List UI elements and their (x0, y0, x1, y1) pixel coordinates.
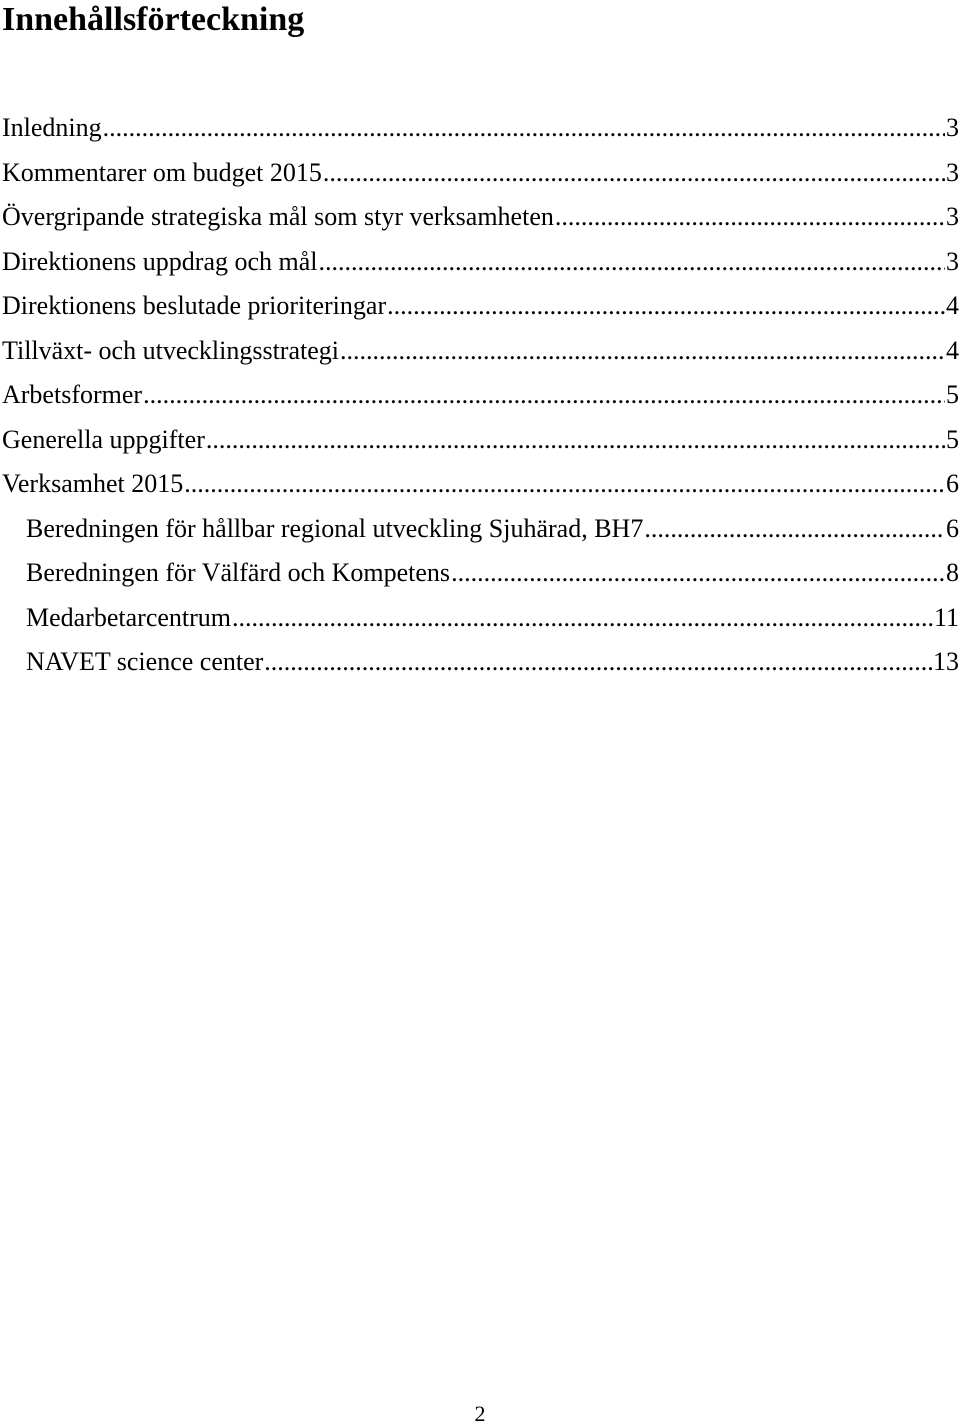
dot-leader (184, 462, 945, 506)
toc-entry-text: Tillväxt- och utvecklingsstrategi (2, 335, 339, 365)
toc-entry-text: Beredningen för hållbar regional utveckling Sjuhärad, BH7 (26, 513, 644, 543)
toc-entry-text: Direktionens beslutade prioriteringar (2, 291, 387, 320)
toc-entry-text: Verksamhet 2015 (2, 469, 184, 498)
dot-leader (232, 596, 933, 640)
dot-leader (340, 329, 945, 373)
toc-entry-text: NAVET science center (26, 647, 264, 676)
toc-entry-page: 4 (946, 335, 959, 365)
toc-entry-text: Övergripande strategiska mål som styr verksamheten (2, 202, 554, 231)
toc-entry-text: Direktionens uppdrag och mål (2, 246, 318, 276)
toc-entry[interactable] (0, 596, 960, 641)
toc-entry-text: Medarbetarcentrum (26, 602, 232, 632)
dot-leader (206, 418, 945, 462)
toc-entry-page: 13 (933, 647, 959, 676)
toc-entry-text: Beredningen för Välfärd och Kompetens (26, 558, 451, 587)
toc-entry-page: 8 (946, 558, 959, 587)
toc-entry-text: Generella uppgifter (2, 424, 205, 454)
toc-entry[interactable] (0, 640, 960, 685)
toc-entry[interactable] (0, 151, 960, 196)
toc-entry-text: Arbetsformer (2, 380, 143, 409)
toc-entry-text: Inledning (2, 113, 102, 142)
toc-entry[interactable] (0, 329, 960, 374)
toc-entry[interactable] (0, 418, 960, 463)
toc-entry-page: 5 (946, 380, 959, 409)
page-number: 2 (474, 1401, 486, 1426)
dot-leader (555, 195, 945, 239)
dot-leader (264, 640, 932, 684)
toc-entry-page: 3 (946, 113, 959, 142)
dot-leader (143, 373, 945, 417)
dot-leader (644, 507, 945, 551)
dot-leader (323, 151, 945, 195)
toc-entry[interactable] (0, 551, 960, 596)
toc-entry[interactable] (0, 462, 960, 507)
toc-entry-page: 5 (946, 424, 959, 454)
dot-leader (103, 106, 945, 150)
dot-leader (451, 551, 945, 595)
toc-entry-page: 6 (946, 469, 959, 498)
toc-entry[interactable] (0, 195, 960, 240)
toc-entry-page: 4 (946, 291, 959, 320)
toc-title: Innehållsförteckning (2, 1, 305, 38)
toc-list (0, 106, 960, 685)
toc-entry[interactable] (0, 106, 960, 151)
toc-entry[interactable] (0, 240, 960, 285)
toc-entry-page: 11 (933, 602, 959, 632)
dot-leader (387, 284, 945, 328)
toc-entry-text: Kommentarer om budget 2015 (2, 157, 322, 187)
toc-entry[interactable] (0, 284, 960, 329)
toc-entry-page: 3 (946, 202, 959, 231)
toc-entry-page: 6 (946, 513, 959, 543)
toc-entry-page: 3 (946, 157, 959, 187)
toc-entry[interactable] (0, 507, 960, 552)
dot-leader (319, 240, 945, 284)
toc-entry-page: 3 (946, 246, 959, 276)
toc-entry[interactable] (0, 373, 960, 418)
